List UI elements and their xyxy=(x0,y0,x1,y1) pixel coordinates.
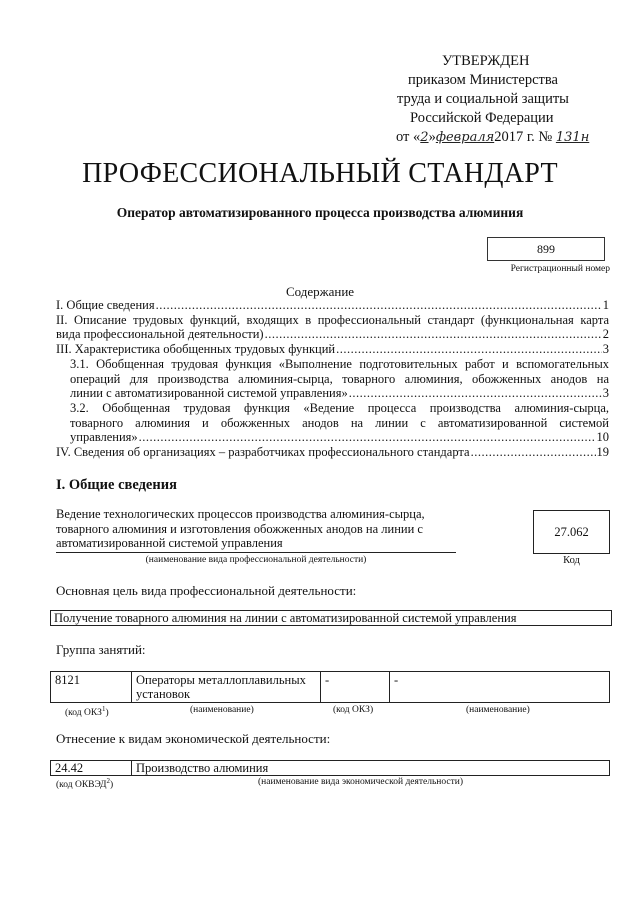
date-day-handwritten: 2 xyxy=(420,130,429,145)
toc-page-3-1: 3 xyxy=(602,386,609,401)
okved-name-cell: Производство алюминия xyxy=(132,761,610,776)
economic-activity-label: Отнесение к видам экономической деятельности: xyxy=(56,731,331,746)
toc-page-4: 19 xyxy=(596,445,609,460)
registration-caption: Регистрационный номер xyxy=(510,264,610,274)
approval-date-line: от «2»февраля2017 г. № 131н xyxy=(396,129,590,145)
okved-code-cell: 24.42 xyxy=(51,761,132,776)
toc-page-3-2: 10 xyxy=(596,430,609,445)
activity-code-caption: Код xyxy=(563,555,580,566)
occupation-group-table xyxy=(50,671,610,703)
okved-name-caption: (наименование вида экономической деятельности) xyxy=(258,777,463,787)
section-1-heading: I. Общие сведения xyxy=(56,477,177,493)
occupation-group-label: Группа занятий: xyxy=(56,642,146,657)
goal-box xyxy=(50,610,612,626)
table-row xyxy=(51,761,610,776)
toc-item-2-line-1: II. Описание трудовых функций, входящих в профессиональный стандарт (функциональная карта xyxy=(56,312,609,327)
toc-page-2: 2 xyxy=(602,327,609,342)
okz-name-2-caption: (наименование) xyxy=(466,705,530,715)
okz-name-caption: (наименование) xyxy=(190,705,254,715)
activity-kind-name: Ведение технологических процессов производства алюминия-сырца, товарного алюминия и изготовления обожженных анодов на линии с автоматизированной системой управления xyxy=(56,507,425,550)
table-of-contents xyxy=(56,298,609,460)
activity-kind-caption: (наименование вида профессиональной деятельности) xyxy=(145,555,367,565)
registration-number: 899 xyxy=(537,241,555,256)
table-row xyxy=(51,672,610,703)
toc-page-3: 3 xyxy=(602,342,609,357)
approval-line-2: приказом Министерства xyxy=(408,72,558,88)
toc-item-3-1: линии с автоматизированной системой управления» ..... 3 xyxy=(56,386,609,401)
document-subtitle: Оператор автоматизированного процесса производства алюминия xyxy=(116,205,524,220)
okz-code-cell: 8121 xyxy=(51,672,132,703)
toc-item-3: III. Характеристика обобщенных трудовых функций ..... 3 xyxy=(56,342,609,357)
toc-item-3-2: управления» ..... 10 xyxy=(56,430,609,445)
toc-item-3-2-line-1: 3.2. Обобщенная трудовая функция «Ведение процесса производства алюминия-сырца, xyxy=(70,400,609,415)
activity-code: 27.062 xyxy=(554,524,589,539)
economic-activity-table xyxy=(50,760,610,776)
approval-line-3: труда и социальной защиты xyxy=(397,91,569,107)
okz-name-2-cell: - xyxy=(390,672,610,703)
okz-code-2-cell: - xyxy=(321,672,390,703)
approval-block xyxy=(380,52,620,147)
date-year: 2017 г. № xyxy=(494,129,553,145)
contents-heading: Содержание xyxy=(285,284,355,299)
order-number-handwritten: 131н xyxy=(555,130,590,145)
toc-item-3-2-line-2: товарного алюминия и обожженных анодов на линии с автоматизированной системой xyxy=(70,415,609,430)
approval-line-4: Российской Федерации xyxy=(410,110,554,126)
toc-page-1: 1 xyxy=(602,298,609,312)
goal-text: Получение товарного алюминия на линии с автоматизированной системой управления xyxy=(54,611,517,625)
document-title: ПРОФЕССИОНАЛЬНЫЙ СТАНДАРТ xyxy=(82,158,558,189)
activity-kind-underline xyxy=(56,552,456,553)
registration-number-box xyxy=(487,237,605,261)
goal-label: Основная цель вида профессиональной деятельности: xyxy=(56,583,357,598)
activity-code-box xyxy=(533,510,610,554)
toc-item-2: вида профессиональной деятельности) ..... 2 xyxy=(56,327,609,342)
toc-item-4: IV. Сведения об организациях – разработчиках профессионального стандарта ..... 19 xyxy=(56,445,609,460)
date-month-handwritten: февраля xyxy=(435,130,495,145)
okz-code-caption: (код ОКЗ$^1$) xyxy=(65,705,109,719)
toc-item-1: I. Общие сведения ..... 1 xyxy=(56,298,609,313)
approval-line-1: УТВЕРЖДЕН xyxy=(442,53,530,69)
toc-item-3-1-line-1: 3.1. Обобщенная трудовая функция «Выполнение подготовительных работ и вспомогательных xyxy=(70,356,609,371)
okved-code-caption: (код ОКВЭД$^2$) xyxy=(56,777,114,791)
okz-name-cell: Операторы металлоплавильных установок xyxy=(132,672,321,703)
toc-item-3-1-line-2: операций для производства алюминия-сырца, товарного алюминия, обожженных анодов на xyxy=(70,371,609,386)
date-prefix: от « xyxy=(396,129,421,145)
okz-code-2-caption: (код ОКЗ) xyxy=(333,705,374,715)
